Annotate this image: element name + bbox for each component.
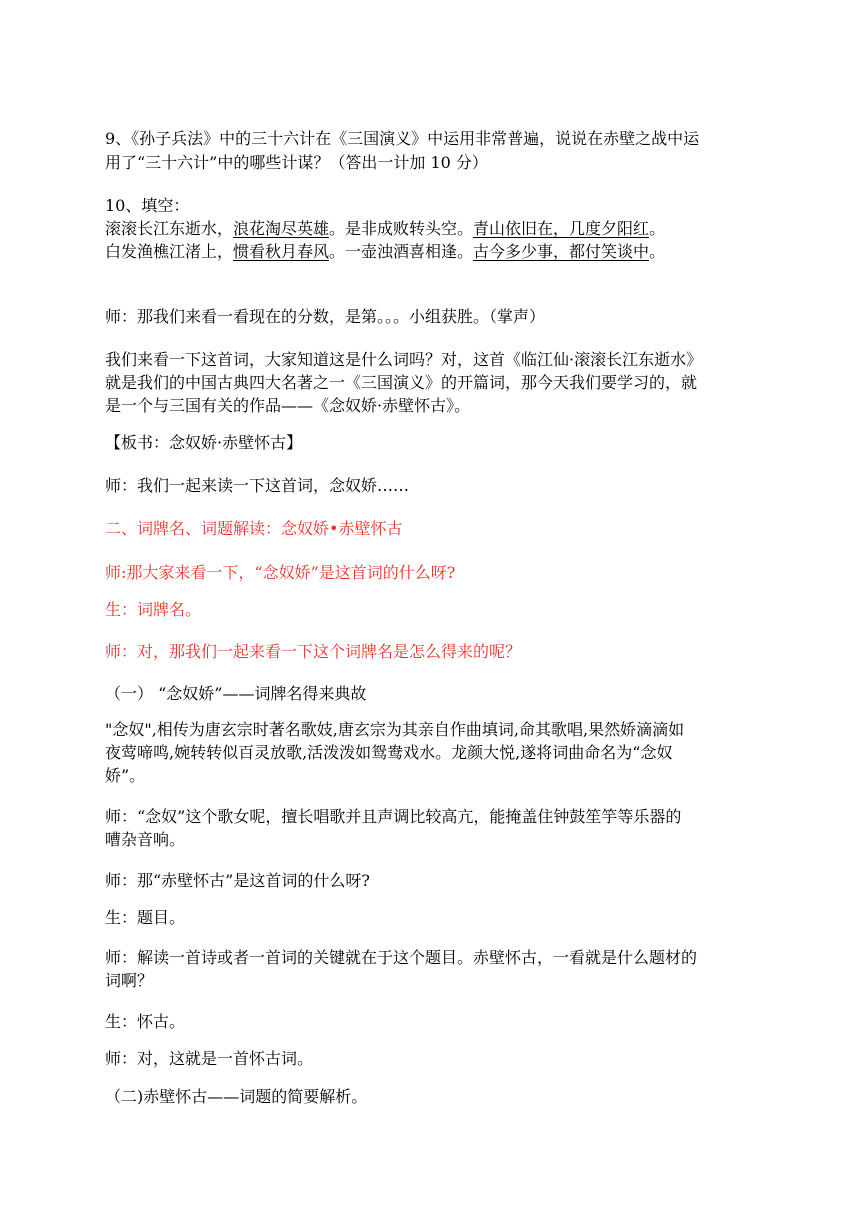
poem-line-1-part-a: 滚滚长江东逝水， bbox=[105, 219, 234, 238]
question-9-line-1: 9、《孙子兵法》中的三十六计在《三国演义》中运用非常普遍，说说在赤壁之战中运 bbox=[105, 129, 700, 148]
question-10-heading: 10、填空： bbox=[105, 196, 190, 215]
subheading-1: （一） “念奴娇”——词牌名得来典故 bbox=[105, 684, 367, 703]
poem-line-2-part-e: 。 bbox=[649, 242, 666, 261]
section-2-heading: 二、词牌名、词题解读：念奴娇•赤壁怀古 bbox=[105, 519, 403, 538]
read-together: 师：我们一起来读一下这首词，念奴娇…… bbox=[105, 476, 410, 495]
poem-line-1-answer-1: 浪花淘尽英雄 bbox=[233, 219, 330, 238]
question-title: 师：那“赤壁怀古”是这首词的什么呀? bbox=[105, 871, 370, 890]
intro-line-2: 就是我们的中国古典四大名著之一《三国演义》的开篇词，那今天我们要学习的，就 bbox=[105, 373, 698, 392]
answer-cipai: 生：词牌名。 bbox=[105, 600, 202, 619]
board-note: 【板书：念奴娇·赤壁怀古】 bbox=[105, 433, 303, 452]
story-line-2: 夜莺啼鸣,婉转转似百灵放歌,活泼泼如鸳鸯戏水。龙颜大悦,遂将词曲命名为“念奴 bbox=[105, 743, 673, 762]
key-line-1: 师：解读一首诗或者一首词的关键就在于这个题目。赤壁怀古，一看就是什么题材的 bbox=[105, 948, 698, 967]
confirm-huaigu: 师：对，这就是一首怀古词。 bbox=[105, 1049, 314, 1068]
poem-line-1-part-c: 。是非成败转头空。 bbox=[329, 219, 474, 238]
story-line-3: 娇”。 bbox=[105, 766, 146, 785]
answer-title: 生：题目。 bbox=[105, 908, 186, 927]
poem-line-2-part-a: 白发渔樵江渚上， bbox=[105, 242, 234, 261]
poem-line-1 bbox=[105, 218, 665, 240]
question-cipai: 师:那大家来看一下，“念奴娇”是这首词的什么呀? bbox=[105, 563, 456, 582]
story-line-1: "念奴",相传为唐玄宗时著名歌妓,唐玄宗为其亲自作曲填词,命其歌唱,果然娇滴滴如 bbox=[105, 720, 685, 739]
intro-line-1: 我们来看一下这首词，大家知道这是什么词吗？对，这首《临江仙·滚滚长江东逝水》 bbox=[105, 350, 703, 369]
answer-huaigu: 生：怀古。 bbox=[105, 1012, 186, 1031]
key-line-2: 词啊？ bbox=[105, 971, 154, 990]
poem-line-2 bbox=[105, 241, 665, 263]
singer-line-2: 嘈杂音响。 bbox=[105, 830, 186, 849]
question-9-line-2: 用了“三十六计”中的哪些计谋？（答出一计加 10 分） bbox=[105, 153, 488, 172]
intro-line-3: 是一个与三国有关的作品——《念奴娇·赤壁怀古》。 bbox=[105, 396, 471, 415]
poem-line-2-answer-2: 古今多少事，都付笑谈中 bbox=[473, 242, 650, 261]
singer-line-1: 师：“念奴”这个歌女呢，擅长唱歌并且声调比较高亢，能掩盖住钟鼓笙竽等乐器的 bbox=[105, 807, 682, 826]
poem-line-2-answer-1: 惯看秋月春风 bbox=[233, 242, 330, 261]
poem-line-1-answer-2: 青山依旧在，几度夕阳红 bbox=[473, 219, 650, 238]
poem-line-2-part-c: 。一壶浊酒喜相逢。 bbox=[329, 242, 474, 261]
poem-line-1-part-e: 。 bbox=[649, 219, 666, 238]
subheading-2: （二)赤壁怀古——词题的简要解析。 bbox=[105, 1087, 368, 1106]
question-cipai-origin: 师：对，那我们一起来看一下这个词牌名是怎么得来的呢？ bbox=[105, 642, 522, 661]
score-announcement: 师：那我们来看一看现在的分数，是第。。。小组获胜。（掌声） bbox=[105, 307, 546, 326]
